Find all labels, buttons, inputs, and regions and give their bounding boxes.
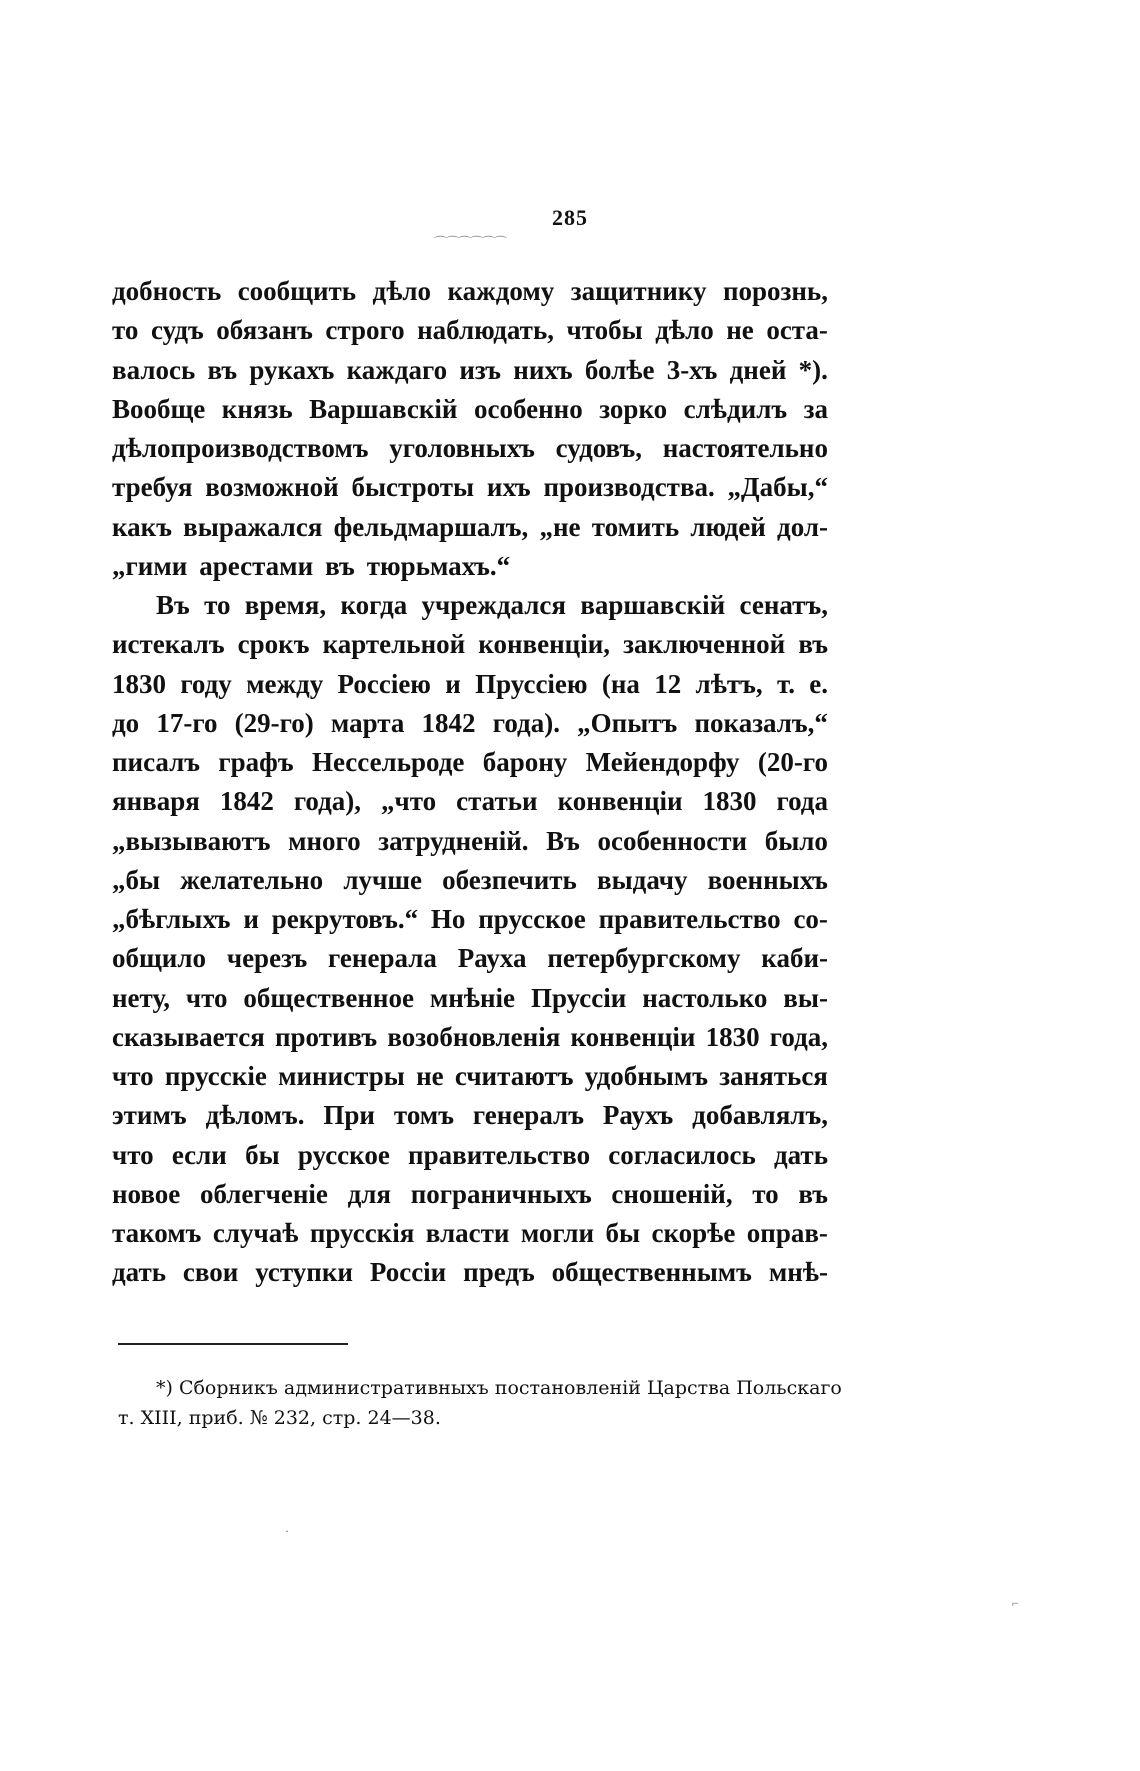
word: не (416, 1061, 444, 1091)
word: января (112, 786, 200, 817)
word: сказывается (112, 1021, 265, 1052)
footnote-line-1: *) Сборникъ административныхъ постановленій Царства Польскаго (156, 1377, 842, 1399)
word: и (243, 904, 259, 934)
word: какъ (112, 511, 172, 542)
word: При (323, 1100, 375, 1131)
text-line (112, 1214, 828, 1253)
word: тюрьмахъ.“ (366, 550, 511, 581)
word: удобнымъ (584, 1061, 708, 1091)
word: въ (798, 629, 828, 660)
word: обезпечить (442, 864, 577, 895)
word: нихъ (513, 354, 573, 385)
text-line (112, 861, 828, 900)
word: „Опытъ (577, 707, 678, 738)
word: т. (776, 668, 795, 699)
word: конвенціи (570, 1021, 696, 1052)
word: фельдмаршалъ, (333, 511, 529, 542)
word: что (112, 1061, 154, 1091)
word: „Дабы,“ (727, 472, 828, 503)
word: (на (601, 668, 640, 699)
word: что (112, 1139, 154, 1170)
word: „бѣглыхъ (112, 904, 231, 934)
word: добность (112, 276, 222, 306)
word: что (185, 982, 228, 1013)
word: не (726, 315, 754, 346)
text-line (112, 1096, 828, 1135)
word: такомъ (112, 1218, 202, 1248)
word: года). (492, 707, 560, 738)
word: прусское (478, 904, 586, 934)
word: противъ (274, 1021, 378, 1052)
word: заняться (719, 1061, 828, 1091)
word: бы (605, 1218, 641, 1248)
word: *). (798, 354, 828, 385)
word: судъ (150, 315, 204, 346)
word: общило (112, 943, 206, 974)
word: новое (112, 1178, 181, 1209)
footnote-line-2: т. XIII, приб. № 232, стр. 24—38. (118, 1407, 441, 1429)
word: порознь, (722, 276, 828, 306)
word: скорѣе (651, 1218, 736, 1248)
word: дать (773, 1139, 828, 1170)
word: оправ- (746, 1218, 828, 1248)
text-line (112, 1175, 828, 1214)
word: дѣло (655, 315, 714, 346)
word: между (246, 668, 324, 699)
word: дол- (777, 511, 828, 542)
word: много (288, 825, 361, 856)
text-line (112, 1136, 828, 1175)
text-line (112, 625, 828, 664)
word: сношеній, (611, 1178, 733, 1209)
text-line (112, 429, 828, 468)
word: Пруссіею (475, 668, 588, 699)
word: особенно (474, 393, 583, 424)
word: случаѣ (212, 1218, 299, 1248)
word: министры (278, 1061, 405, 1091)
word: генералъ (472, 1100, 584, 1131)
word: правительство (598, 904, 781, 934)
word: арестами (199, 550, 314, 581)
word: уступки (255, 1257, 353, 1288)
word: общественнымъ (551, 1257, 752, 1288)
word: дѣлопроизводствомъ (112, 433, 369, 463)
word: въ (325, 550, 355, 581)
word: марта (330, 707, 405, 738)
word: учреждался (421, 590, 566, 620)
word: 1830 (705, 1021, 760, 1052)
text-line (112, 1253, 828, 1292)
text-line (112, 390, 828, 429)
word: сообщить (237, 276, 357, 306)
word: 1842 (219, 786, 274, 817)
word: въ (798, 1178, 828, 1209)
word: „гими (112, 550, 188, 581)
word: сенатъ, (739, 590, 828, 620)
word: Мейендорфу (585, 747, 740, 777)
word: черезъ (226, 943, 308, 974)
word: ихъ (486, 472, 531, 503)
word: 17-го (156, 707, 218, 738)
word: наблюдать, (417, 315, 554, 346)
word: людей (690, 511, 766, 542)
word: (20-го (757, 747, 828, 777)
word: время, (244, 590, 327, 620)
word: власти (425, 1218, 510, 1248)
word: Россіи (369, 1257, 447, 1288)
word: показалъ,“ (694, 707, 828, 738)
word: мнѣніе (429, 982, 516, 1013)
word: болѣе (584, 354, 655, 385)
word: дать (112, 1257, 166, 1288)
word: до (112, 707, 140, 738)
word: варшавскій (580, 590, 726, 620)
word: настоятельно (662, 433, 828, 463)
word: Раухъ (602, 1100, 674, 1131)
word: барону (482, 747, 568, 777)
word: согласилось (608, 1139, 756, 1170)
text-line (112, 979, 828, 1018)
word: году (180, 668, 232, 699)
word: рукахъ (249, 354, 335, 385)
text-line (112, 900, 828, 939)
word: военныхъ (707, 864, 828, 895)
text-line (112, 665, 828, 704)
word: дѣло (372, 276, 432, 306)
word: лѣтъ, (695, 668, 763, 699)
word: „бы (112, 864, 161, 895)
word: зорко (599, 393, 668, 424)
word: 1842 (421, 707, 476, 738)
word: выдачу (597, 864, 688, 895)
page-number-ornament: ⌒⌒⌒⌒⌒⌒ (433, 235, 506, 250)
text-line (112, 468, 828, 507)
word: возобновленія (387, 1021, 561, 1052)
word: статьи (456, 786, 538, 817)
text-line (112, 508, 828, 547)
word: каждаго (346, 354, 448, 385)
word: „вызываютъ (112, 825, 271, 856)
word: 1830 (702, 786, 757, 817)
word: слѣдилъ (683, 393, 788, 424)
word: 1830 (112, 668, 166, 699)
word: общественное (243, 982, 414, 1013)
word: генерала (328, 943, 437, 974)
word: затрудненій. (378, 825, 529, 856)
word: картельной (322, 629, 466, 660)
word: предъ (463, 1257, 535, 1288)
text-line (112, 782, 828, 821)
word: (29-го) (234, 707, 314, 738)
word: писалъ (112, 747, 201, 777)
word: Россіею (337, 668, 431, 699)
word: заключенной (623, 629, 786, 660)
word: дѣломъ. (205, 1100, 305, 1131)
body-text (112, 272, 828, 1293)
word: то (752, 1178, 779, 1209)
word: вы- (783, 982, 828, 1013)
text-line (112, 311, 828, 350)
print-speck: ⌐ (1012, 1596, 1019, 1610)
word: е. (809, 668, 828, 699)
word: томъ (393, 1100, 454, 1131)
word: петербургскому (547, 943, 741, 974)
word: то (112, 315, 139, 346)
word: производства. (543, 472, 715, 503)
footnote-separator-rule (118, 1343, 348, 1345)
word: изъ (459, 354, 502, 385)
word: Въ (156, 590, 190, 620)
word: облегченіе (199, 1178, 328, 1209)
word: если (171, 1139, 227, 1170)
print-speck: · (285, 1524, 289, 1538)
page-number: 285 (552, 205, 588, 230)
word: оста- (766, 315, 828, 346)
word: Нессельроде (311, 747, 465, 777)
word: могли (520, 1218, 595, 1248)
word: мнѣ- (768, 1257, 828, 1288)
word: дней (729, 354, 787, 385)
word: истекалъ (112, 629, 225, 660)
word: когда (340, 590, 408, 620)
word: свои (182, 1257, 239, 1288)
word: строго (325, 315, 405, 346)
text-line (112, 939, 828, 978)
word: для (347, 1178, 392, 1209)
word: правительство (408, 1139, 591, 1170)
text-line (112, 704, 828, 743)
word: года (776, 786, 828, 817)
word: требуя (112, 472, 193, 503)
word: „что (381, 786, 437, 817)
word: защитнику (570, 276, 707, 306)
word: нету, (112, 982, 170, 1013)
text-line (112, 1057, 828, 1096)
word: уголовныхъ (389, 433, 535, 463)
word: судовъ, (555, 433, 642, 463)
word: этимъ (112, 1100, 187, 1131)
text-line (112, 547, 828, 586)
word: срокъ (237, 629, 310, 660)
word: „не (539, 511, 581, 542)
word: настолько (642, 982, 768, 1013)
word: конвенціи (557, 786, 683, 817)
word: было (764, 825, 828, 856)
word: лучше (343, 864, 422, 895)
word: считаютъ (454, 1061, 574, 1091)
word: возможной (205, 472, 339, 503)
word: томить (591, 511, 680, 542)
word: и (445, 668, 461, 699)
word: чтобы (566, 315, 643, 346)
word: каби- (761, 943, 828, 974)
word: года), (293, 786, 362, 817)
word: за (803, 393, 828, 424)
text-line (112, 822, 828, 861)
footnote (118, 1373, 842, 1433)
word: добавлялъ, (692, 1100, 828, 1131)
text-line (112, 743, 828, 782)
text-line (112, 1018, 828, 1057)
word: выражался (183, 511, 323, 542)
word: конвенціи, (478, 629, 611, 660)
word: прусскіе (164, 1061, 267, 1091)
word: князь (221, 393, 293, 424)
word: бы (245, 1139, 280, 1170)
word: года, (769, 1021, 828, 1052)
word: прусскія (309, 1218, 415, 1248)
word: то (204, 590, 231, 620)
word: Въ (546, 825, 580, 856)
word: желательно (180, 864, 324, 895)
text-line (112, 586, 828, 625)
word: Вообще (112, 393, 206, 424)
word: со- (793, 904, 828, 934)
word: рекрутовъ.“ (271, 904, 419, 934)
word: русское (297, 1139, 390, 1170)
word: валось (112, 354, 196, 385)
word: Варшавскій (309, 393, 458, 424)
word: графъ (218, 747, 294, 777)
word: Но (430, 904, 466, 934)
word: Рауха (457, 943, 527, 974)
text-line (112, 351, 828, 390)
word: 12 (654, 668, 682, 699)
word: каждому (447, 276, 555, 306)
word: быстроты (351, 472, 475, 503)
text-line (112, 272, 828, 311)
word: обязанъ (216, 315, 313, 346)
word: въ (207, 354, 238, 385)
word: особенности (597, 825, 748, 856)
word: 3-хъ (666, 354, 718, 385)
word: пограничныхъ (410, 1178, 592, 1209)
word: Пруссіи (530, 982, 627, 1013)
